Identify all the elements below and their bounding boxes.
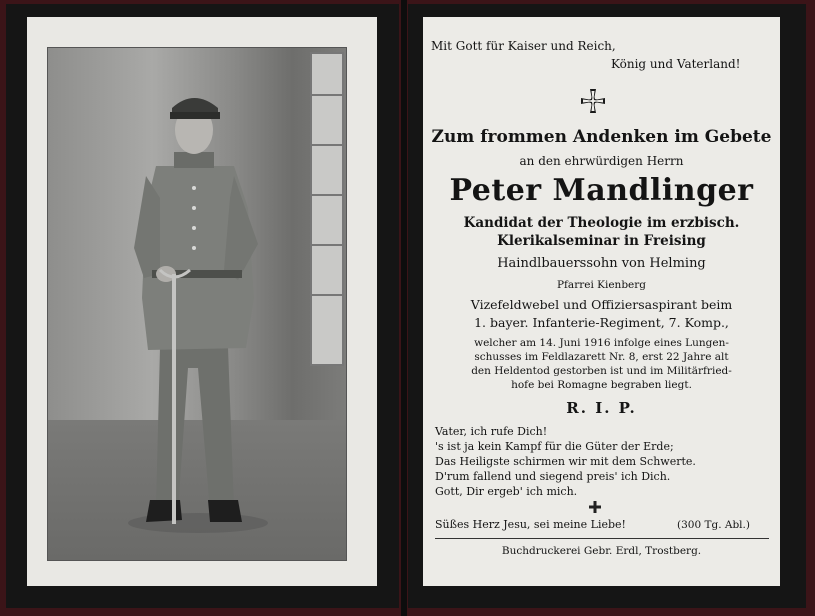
indulgence: (300 Tg. Abl.) xyxy=(677,519,750,531)
poem-line: D'rum fallend und siegend preis' ich Dich. xyxy=(435,470,671,483)
small-cross-icon xyxy=(588,500,602,514)
printer: Buchdruckerei Gebr. Erdl, Trostberg. xyxy=(501,545,702,557)
deceased-name: Peter Mandlinger xyxy=(449,173,754,208)
rip: R. I. P. xyxy=(566,399,637,417)
poem-line: 's ist ja kein Kampf für die Güter der Erde; xyxy=(435,440,674,453)
death-line: hofe bei Romagne begraben liegt. xyxy=(511,379,692,391)
right-card xyxy=(423,17,780,586)
divider xyxy=(435,538,769,539)
poem-line: Das Heiligste schirmen wir mit dem Schwerte. xyxy=(435,455,696,468)
death-line: welcher am 14. Juni 1916 infolge eines Lungen- xyxy=(474,337,729,349)
title-line-2: Klerikalseminar in Freising xyxy=(497,233,706,249)
death-line: den Heldentod gestorben ist und im Militärfried- xyxy=(471,365,732,377)
death-line: schusses im Feldlazarett Nr. 8, erst 22 Jahre alt xyxy=(474,351,729,363)
rank-line-1: Vizefeldwebel und Offiziersaspirant beim xyxy=(470,297,733,312)
motto-line-2: König und Vaterland! xyxy=(611,57,741,71)
title-line-1: Kandidat der Theologie im erzbisch. xyxy=(463,215,740,231)
heading: Zum frommen Andenken im Gebete xyxy=(431,127,772,147)
soldier-figure xyxy=(48,48,346,560)
poem-line: Vater, ich rufe Dich! xyxy=(435,425,548,438)
poem-line: Gott, Dir ergeb' ich mich. xyxy=(435,485,578,498)
rank-line-2: 1. bayer. Infanterie-Regiment, 7. Komp., xyxy=(474,315,729,330)
card-fold xyxy=(401,0,407,616)
origin: Haindlbauerssohn von Helming xyxy=(497,256,706,271)
prayer: Süßes Herz Jesu, sei meine Liebe! xyxy=(435,518,626,531)
subheading: an den ehrwürdigen Herrn xyxy=(519,154,684,168)
iron-cross-icon xyxy=(579,87,607,115)
soldier-photo xyxy=(47,47,347,561)
motto-line-1: Mit Gott für Kaiser und Reich, xyxy=(431,39,616,53)
parish: Pfarrei Kienberg xyxy=(556,279,646,291)
